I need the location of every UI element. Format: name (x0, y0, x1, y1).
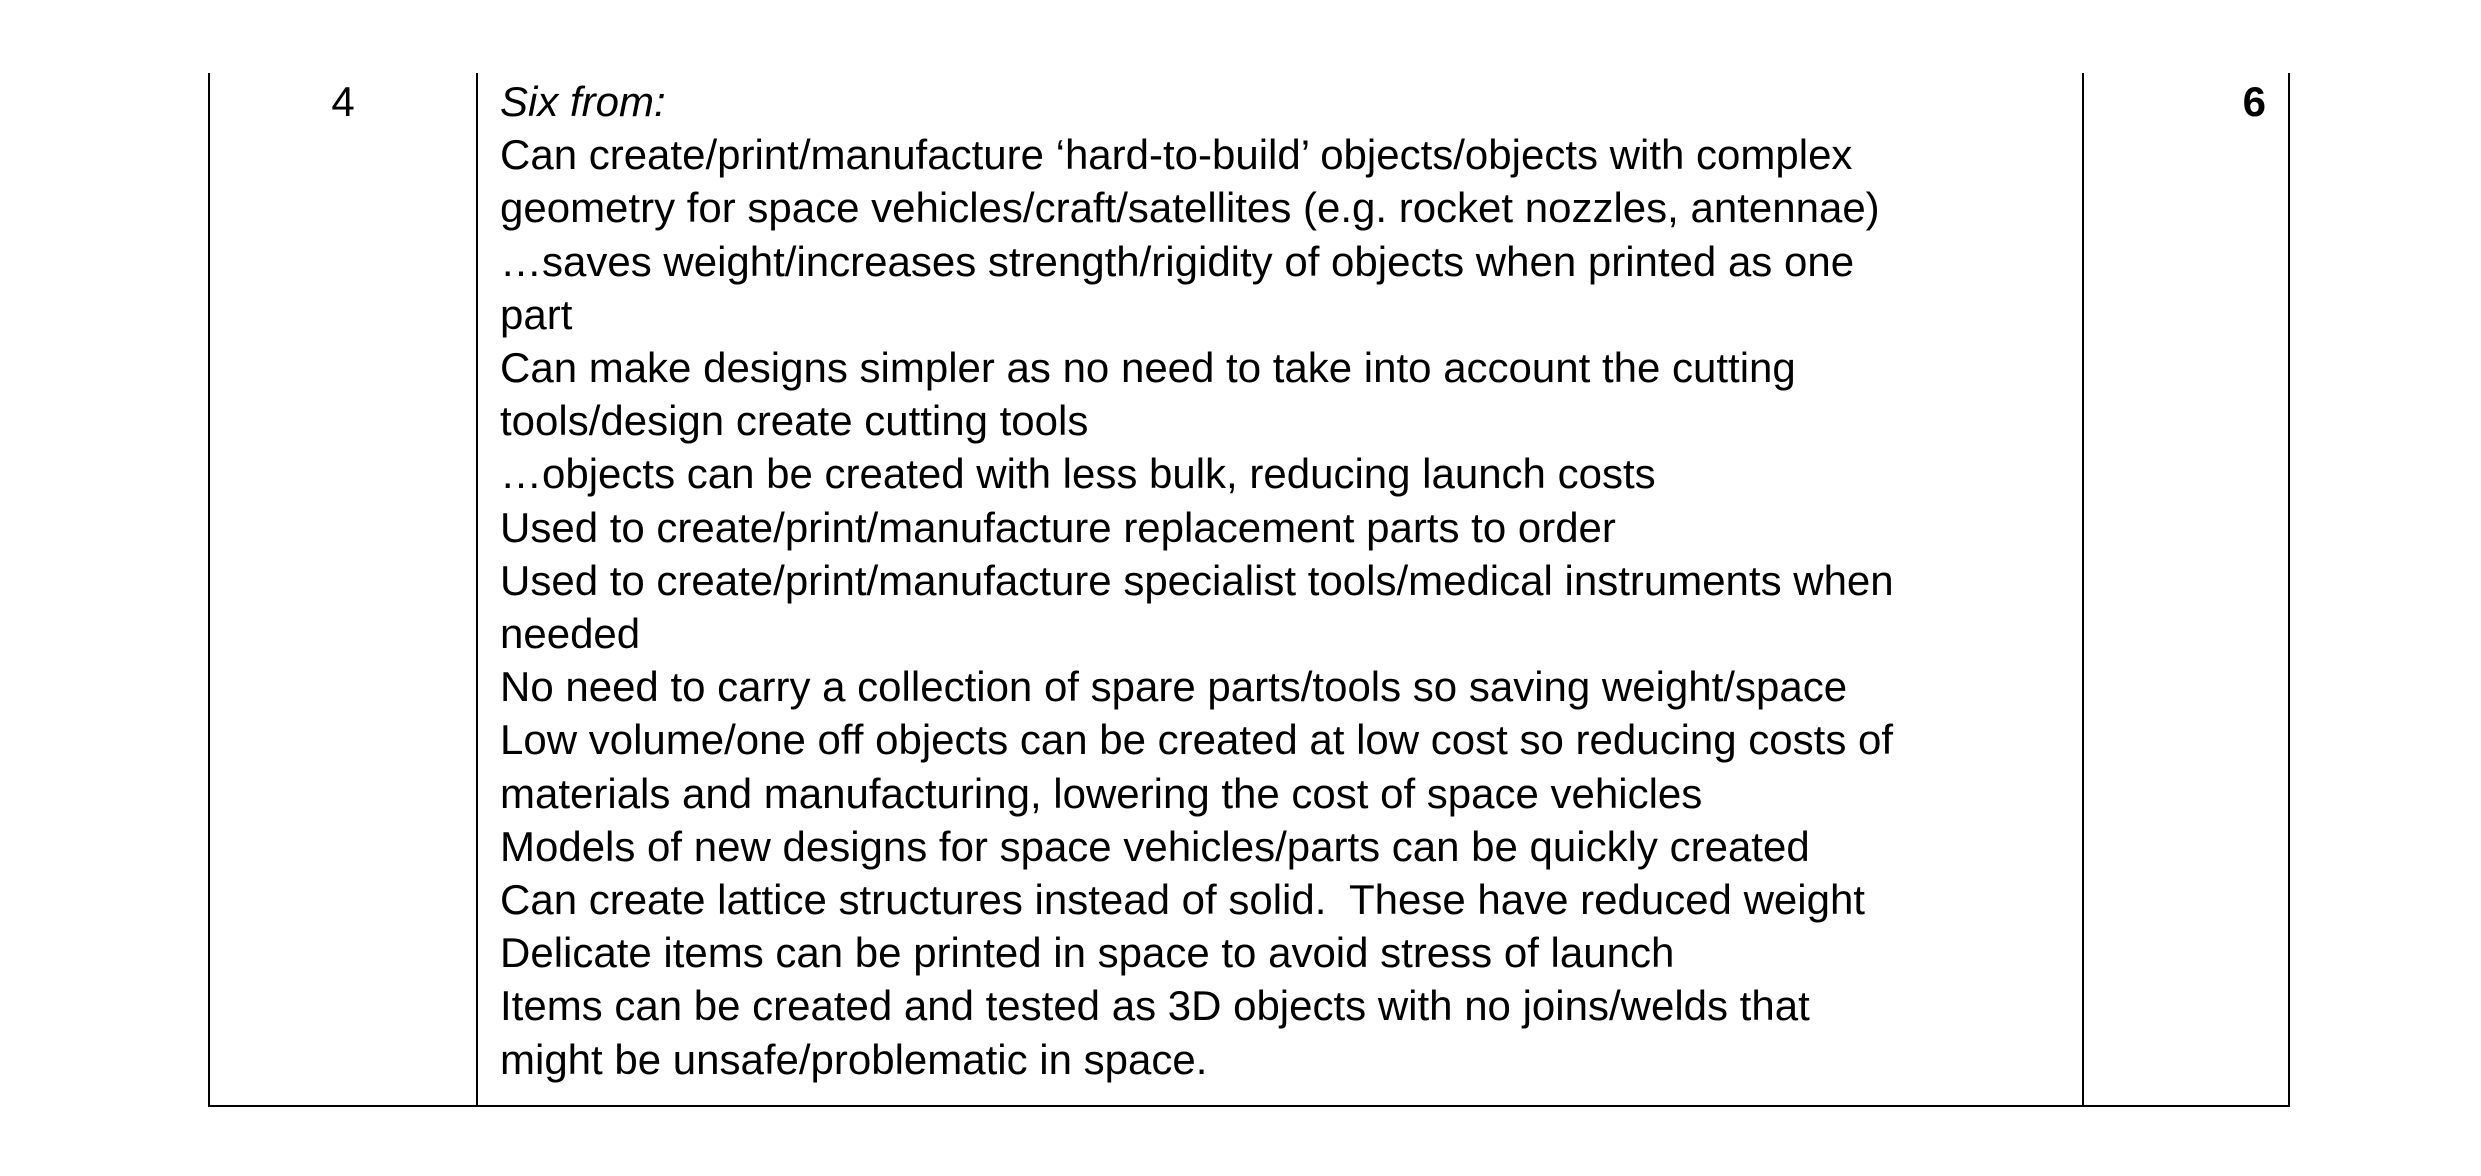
answer-intro: Six from: (500, 78, 666, 125)
column-divider (476, 73, 478, 1105)
answer-line: Can create/print/manufacture ‘hard-to-build’ objects/objects with complex (500, 131, 1853, 179)
question-number: 4 (331, 78, 355, 125)
answer-line: materials and manufacturing, lowering the cost of space vehicles (500, 769, 1703, 817)
answer-line: geometry for space vehicles/craft/satellites (e.g. rocket nozzles, antennae) (500, 184, 1880, 232)
column-divider (2082, 73, 2084, 1105)
answer-line: Delicate items can be printed in space to avoid stress of launch (500, 929, 1675, 977)
answer-line: Can create lattice structures instead of solid. These have reduced weight (500, 876, 1865, 924)
answer-line: …objects can be created with less bulk, reducing launch costs (500, 450, 1656, 498)
answer-line: Low volume/one off objects can be created at low cost so reducing costs of (500, 716, 1894, 764)
marks-value: 6 (2242, 78, 2266, 125)
answer-line: No need to carry a collection of spare parts/tools so saving weight/space (500, 663, 1848, 711)
answer-line: part (500, 290, 573, 338)
answer-line: Items can be created and tested as 3D objects with no joins/welds that (500, 982, 1810, 1030)
answer-line: tools/design create cutting tools (500, 397, 1089, 445)
mark-scheme-table (208, 73, 2290, 1107)
answer-line: Can make designs simpler as no need to take into account the cutting (500, 344, 1796, 392)
answer-line: needed (500, 610, 641, 658)
answer-line: Models of new designs for space vehicles/parts can be quickly created (500, 822, 1810, 870)
answer-line: …saves weight/increases strength/rigidity of objects when printed as one (500, 237, 1855, 285)
answer-line: Used to create/print/manufacture specialist tools/medical instruments when (500, 556, 1894, 604)
answer-line: might be unsafe/problematic in space. (500, 1035, 1208, 1083)
answer-cell (500, 75, 2075, 1086)
answer-line: Used to create/print/manufacture replacement parts to order (500, 503, 1616, 551)
